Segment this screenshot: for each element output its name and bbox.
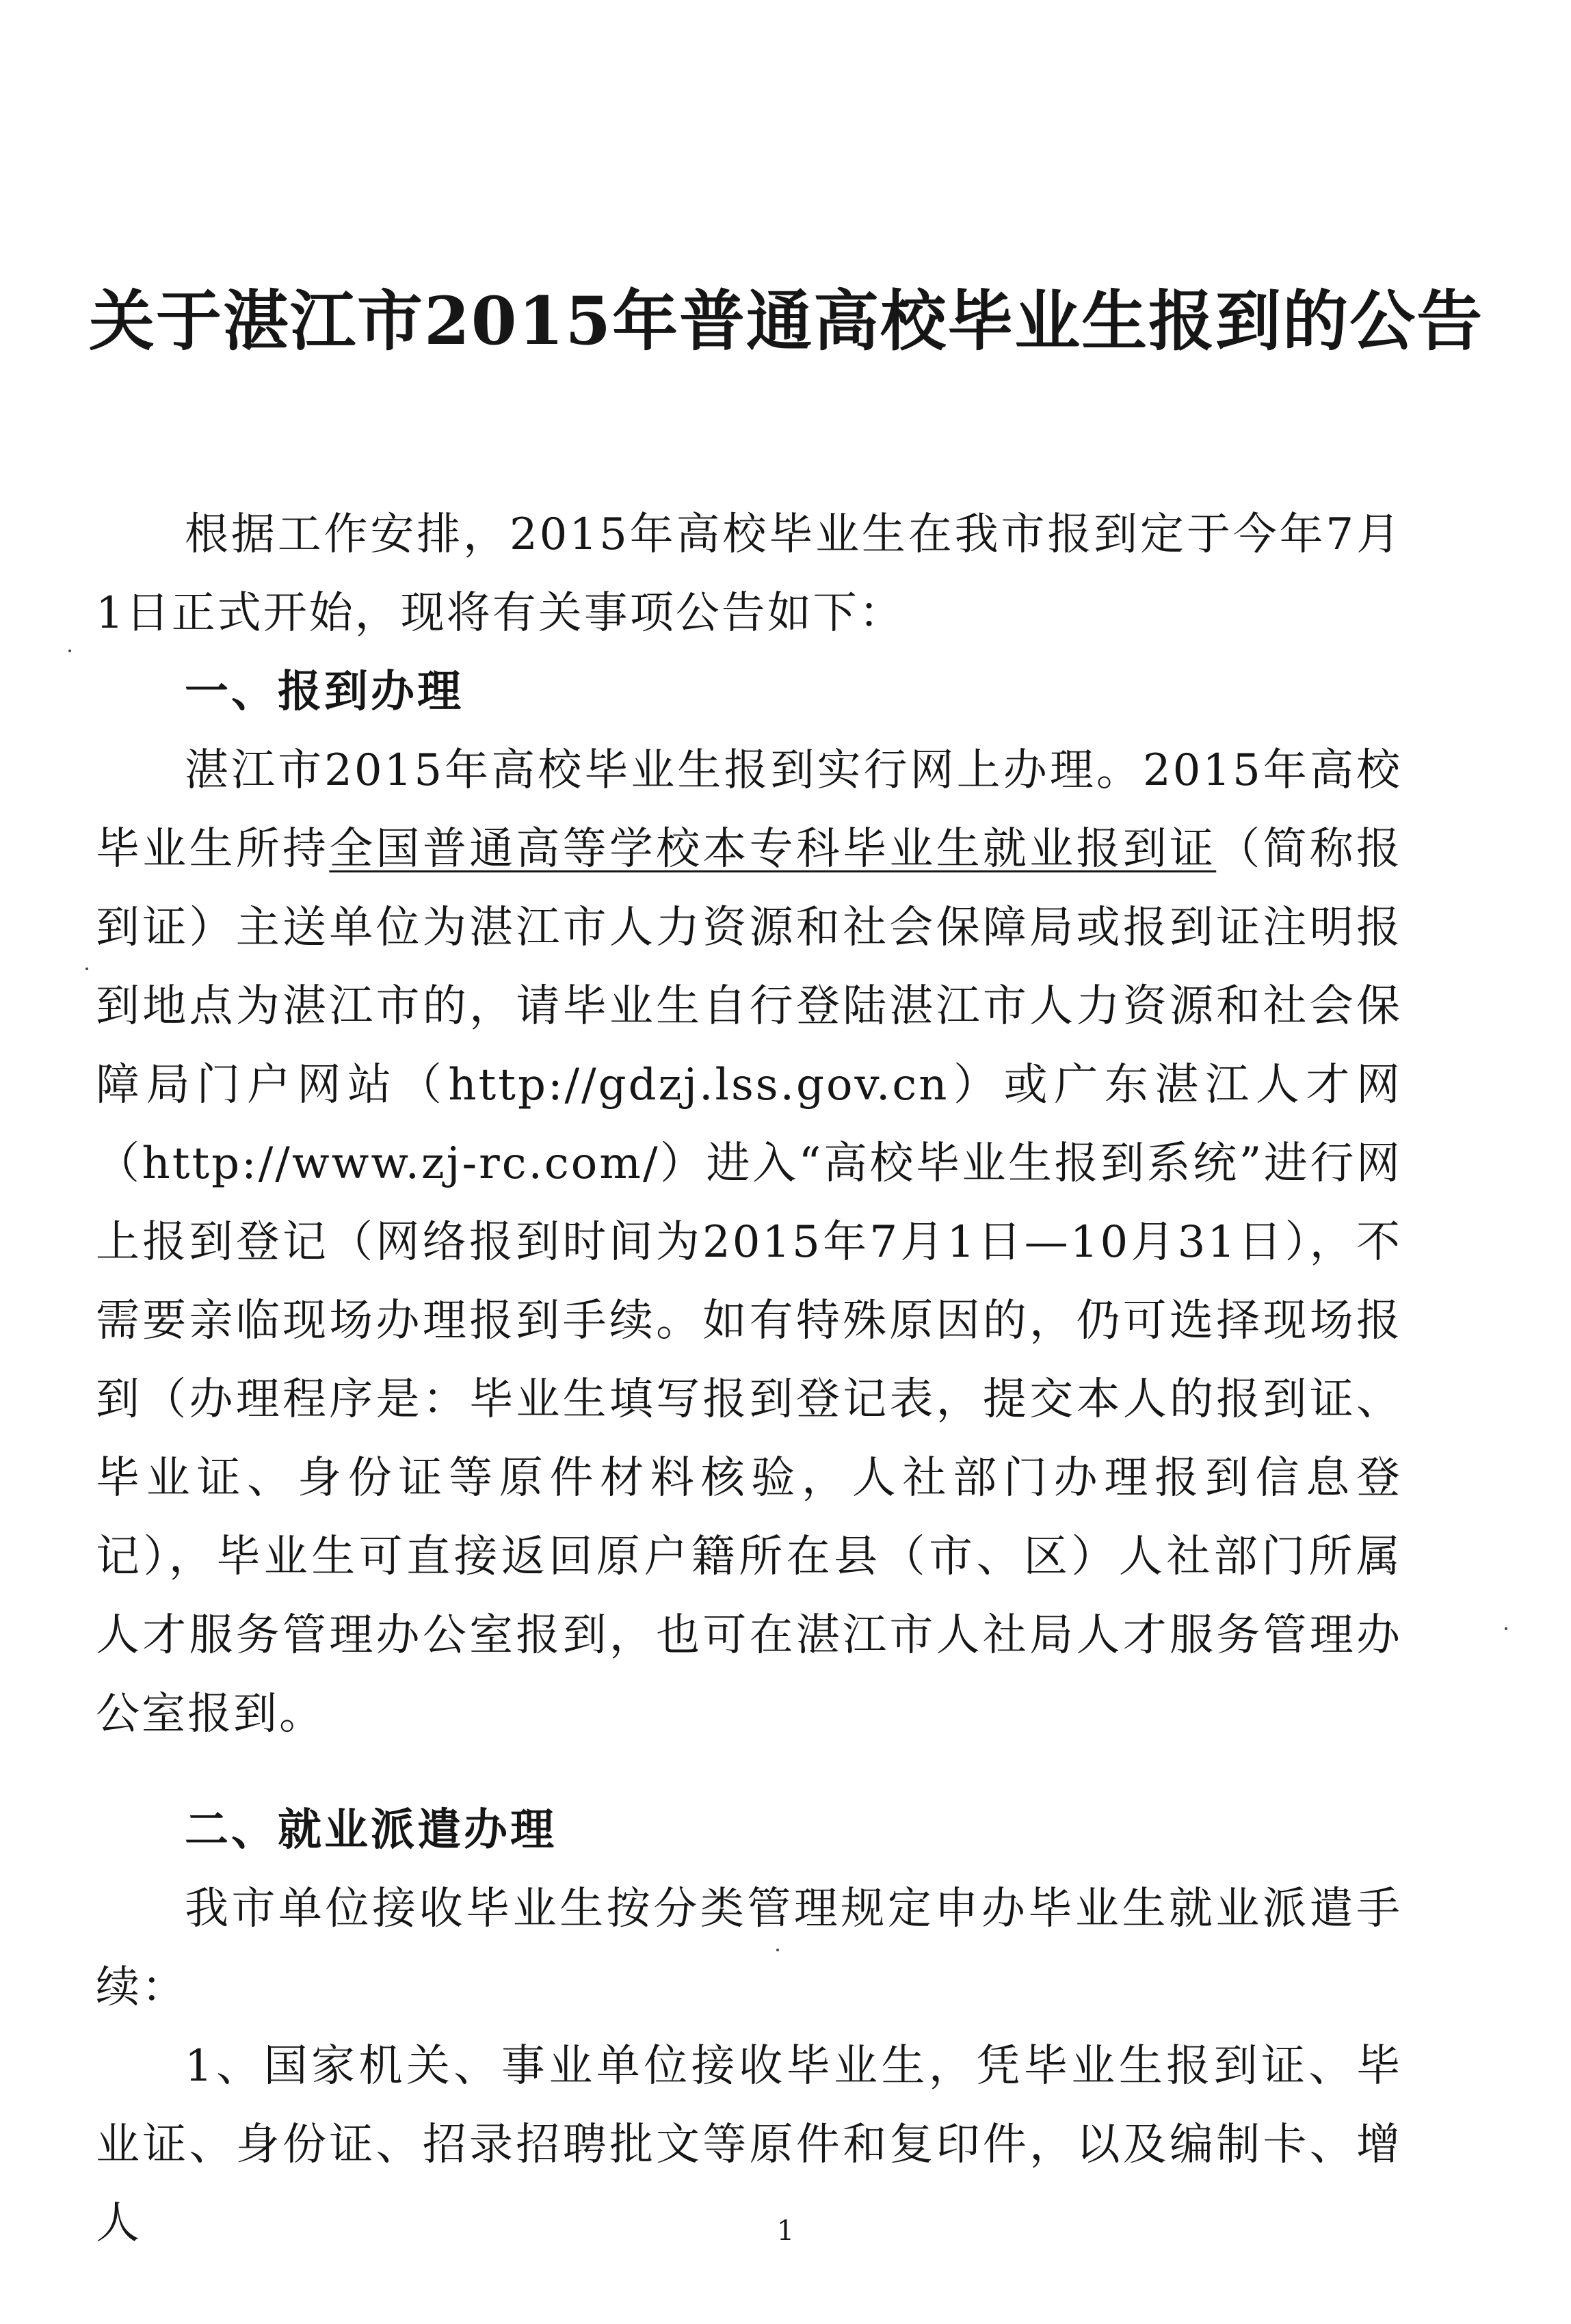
page-number: 1	[776, 2215, 795, 2247]
scan-speck	[1505, 1627, 1507, 1630]
scan-speck	[85, 967, 88, 970]
document-title: 关于湛江市2015年普通高校毕业生报到的公告	[89, 282, 1484, 360]
section-2-heading: 二、就业派遣办理	[185, 1805, 557, 1856]
section-2-body	[96, 1870, 1402, 2263]
section-2-paragraph: 我市单位接收毕业生按分类管理规定申办毕业生就业派遣手续：	[96, 1884, 1402, 2013]
section-2-item-1: 1、国家机关、事业单位接收毕业生，凭毕业生报到证、毕业证、身份证、招录招聘批文等原件和复印件，以及编制卡、增人	[96, 2041, 1402, 2249]
section-1-heading: 一、报到办理	[185, 667, 464, 717]
scan-speck	[68, 650, 71, 652]
section-1-body	[96, 732, 1402, 1754]
section-1-text-after: （简称报到证）主送单位为湛江市人力资源和社会保障局或报到证注明报到地点为湛江市的，请毕业生自行登陆湛江市人力资源和社会保障局门户网站（http://gdzj.lss.gov.cn）或广东湛江人才网（http://www.zj-rc.com/）进入“高校毕业生报到系统”进行网上报到登记（网络报到时间为2015年7月1日—10月31日），不需要亲临现场办理报到手续。如有特殊原因的，仍可选择现场报到（办理程序是：毕业生填写报到登记表，提交本人的报到证、毕业证、身份证等原件材料核验，人社部门办理报到信息登记），毕业生可直接返回原户籍所在县（市、区）人社部门所属人才服务管理办公室报到，也可在湛江市人社局人才服务管理办公室报到。	[96, 824, 1403, 1739]
intro-paragraph-block	[96, 496, 1402, 653]
intro-paragraph: 根据工作安排，2015年高校毕业生在我市报到定于今年7月1日正式开始，现将有关事项公告如下：	[96, 509, 1402, 639]
section-1-paragraph	[96, 732, 1402, 1754]
report-certificate-term: 全国普通高等学校本专科毕业生就业报到证	[329, 824, 1217, 874]
section-1-text-before: 湛江市2015年高校毕业生报到实行网上办理。2015年高校毕业生所持	[96, 745, 1402, 874]
scan-speck	[776, 1949, 779, 1951]
